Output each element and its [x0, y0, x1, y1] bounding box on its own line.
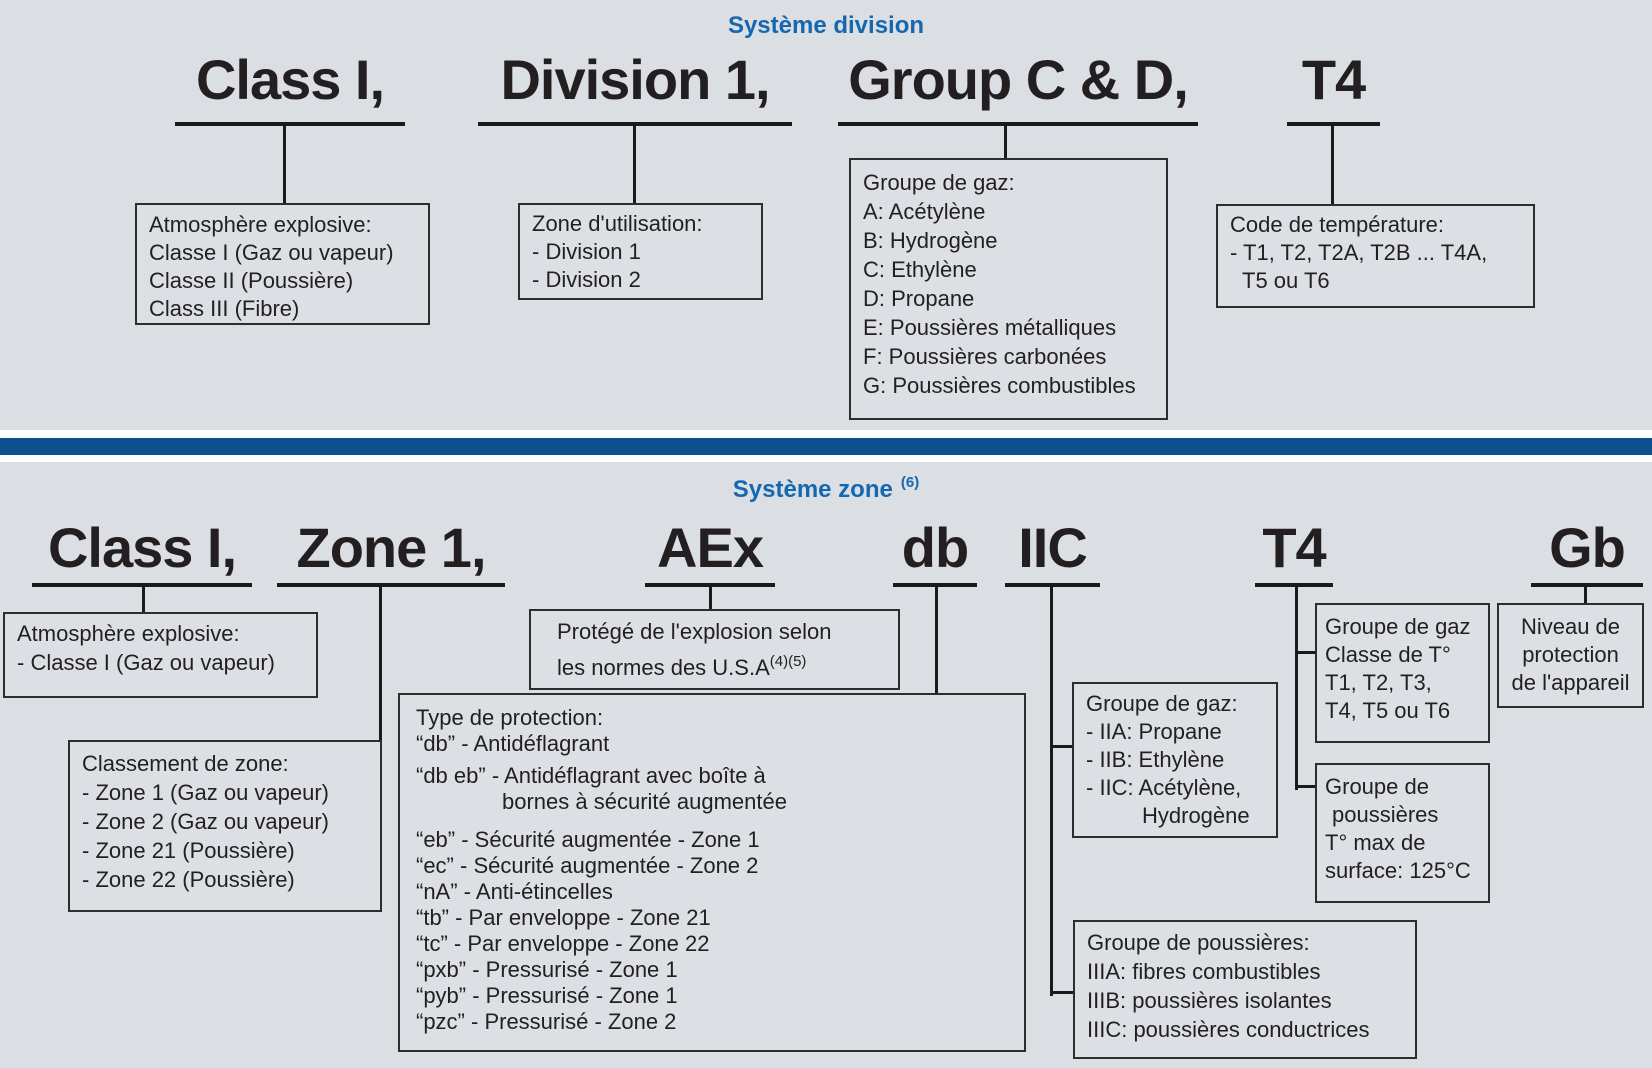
zone-header-gb: Gb: [1549, 516, 1625, 579]
aex-line2-text: les normes des U.S.A: [557, 655, 770, 680]
box-line: F: Poussières carbonées: [863, 344, 1107, 369]
box-line: IIIB: poussières isolantes: [1087, 988, 1332, 1013]
box-line: - T1, T2, T2A, T2B ... T4A,: [1230, 240, 1488, 265]
division-system-title: [0, 12, 1652, 40]
box-line: - IIB: Ethylène: [1086, 747, 1225, 772]
box-line: T° max de: [1325, 830, 1426, 855]
box-line: T1, T2, T3,: [1325, 670, 1432, 695]
box-line: Classe II (Poussière): [149, 268, 354, 293]
zone-title-text: Système zone: [732, 476, 893, 503]
connector-line: [1584, 587, 1587, 603]
connector-line: [379, 587, 382, 740]
box-line: de l'appareil: [1511, 670, 1630, 695]
box-line: “tb” - Par enveloppe - Zone 21: [416, 905, 711, 930]
connector-stub: [1050, 991, 1075, 994]
division-zone-usage-box: [518, 203, 763, 300]
box-line: Classe de T°: [1325, 642, 1451, 667]
zone-system-title: [0, 474, 1652, 504]
box-line: G: Poussières combustibles: [863, 373, 1136, 398]
box-line: protection: [1522, 642, 1619, 667]
zone-atmosphere-box: [3, 612, 318, 698]
box-line: “db” - Antidéflagrant: [416, 731, 610, 756]
box-line: - Zone 21 (Poussière): [82, 838, 295, 863]
box-line: “pxb” - Pressurisé - Zone 1: [416, 957, 678, 982]
zone-header-db: db: [901, 516, 969, 579]
box-line: T4, T5 ou T6: [1325, 698, 1451, 723]
zone-header-class: Class I,: [47, 516, 237, 579]
box-line: “eb” - Sécurité augmentée - Zone 1: [416, 827, 760, 852]
zone-header-zone: Zone 1,: [296, 516, 486, 579]
connector-line: [709, 587, 712, 609]
zone-aex-box: [529, 609, 900, 690]
box-line: surface: 125°C: [1325, 858, 1471, 883]
division-atmosphere-box: [135, 203, 430, 325]
zone-header-iic: IIC: [1018, 516, 1087, 579]
underline: [838, 122, 1198, 126]
box-line: - Zone 1 (Gaz ou vapeur): [82, 780, 330, 805]
zone-header-aex: AEx: [657, 516, 763, 579]
underline: [277, 583, 505, 587]
box-line: Type de protection:: [416, 705, 604, 730]
box-line: Protégé de l'explosion selon: [557, 619, 832, 644]
box-line: Groupe de gaz: [1325, 614, 1471, 639]
box-line: - IIC: Acétylène,: [1086, 775, 1242, 800]
zone-temp-class-box: [1315, 603, 1490, 743]
zone-protection-type-box: [398, 693, 1026, 1052]
box-line: E: Poussières métalliques: [863, 315, 1117, 340]
box-line: - Zone 22 (Poussière): [82, 867, 295, 892]
box-line: bornes à sécurité augmentée: [502, 789, 787, 814]
box-line: C: Ethylène: [863, 257, 977, 282]
aex-footnote-refs: (4)(5): [769, 653, 807, 670]
division-header-class: Class I,: [195, 48, 385, 111]
box-line: “pzc” - Pressurisé - Zone 2: [416, 1009, 677, 1034]
box-line: Atmosphère explosive:: [17, 621, 240, 646]
zone-surface-temp-box: [1315, 763, 1490, 903]
underline: [175, 122, 405, 126]
box-line: Atmosphère explosive:: [149, 212, 372, 237]
connector-stub: [1295, 651, 1317, 654]
box-line: “pyb” - Pressurisé - Zone 1: [416, 983, 678, 1008]
division-title-text: Système division: [727, 12, 925, 39]
box-line: - Division 1: [532, 239, 641, 264]
box-line: T5 ou T6: [1242, 268, 1330, 293]
box-line: “ec” - Sécurité augmentée - Zone 2: [416, 853, 759, 878]
zone-header-t4: T4: [1262, 516, 1326, 579]
connector-line: [1331, 126, 1334, 204]
box-line: - Classe I (Gaz ou vapeur): [17, 650, 275, 675]
box-line: Class III (Fibre): [149, 296, 300, 321]
box-line: Zone d'utilisation:: [532, 211, 703, 236]
division-temp-code-box: [1216, 204, 1535, 308]
box-line: Groupe de poussières:: [1087, 930, 1310, 955]
box-line: A: Acétylène: [863, 199, 986, 224]
box-line: “tc” - Par enveloppe - Zone 22: [416, 931, 710, 956]
box-line: IIIA: fibres combustibles: [1087, 959, 1321, 984]
box-line: Groupe de: [1325, 774, 1429, 799]
box-line: Groupe de gaz:: [1086, 691, 1238, 716]
division-header-group: Group C & D,: [848, 48, 1188, 111]
box-line: Classement de zone:: [82, 751, 289, 776]
box-line: - Zone 2 (Gaz ou vapeur): [82, 809, 330, 834]
section-divider: [0, 430, 1652, 462]
box-line: - Division 2: [532, 267, 641, 292]
connector-line: [1004, 126, 1007, 158]
box-line: B: Hydrogène: [863, 228, 998, 253]
division-header-division: Division 1,: [500, 48, 770, 111]
box-line: IIIC: poussières conductrices: [1087, 1017, 1370, 1042]
box-line: poussières: [1332, 802, 1439, 827]
box-line: “db eb” - Antidéflagrant avec boîte à: [416, 763, 766, 788]
connector-stub: [1295, 785, 1317, 788]
box-line: Niveau de: [1520, 614, 1621, 639]
zone-dust-group-box: [1073, 920, 1417, 1059]
connector-line: [1050, 587, 1053, 996]
box-line: “nA” - Anti-étincelles: [416, 879, 613, 904]
box-line: - IIA: Propane: [1086, 719, 1222, 744]
underline: [1255, 583, 1333, 587]
division-gas-group-box: [849, 158, 1168, 420]
box-line: Classe I (Gaz ou vapeur): [149, 240, 394, 265]
connector-line: [935, 587, 938, 693]
box-line: D: Propane: [863, 286, 975, 311]
box-line: [557, 647, 886, 683]
connector-line: [1295, 587, 1298, 790]
zone-classement-box: [68, 740, 382, 912]
connector-stub: [1050, 745, 1074, 748]
connector-line: [633, 126, 636, 203]
box-line: Groupe de gaz:: [863, 170, 1015, 195]
underline: [1531, 583, 1643, 587]
connector-line: [283, 126, 286, 203]
divider-navy-bar: [0, 438, 1652, 455]
box-line: Hydrogène: [1142, 803, 1250, 828]
box-line: Code de température:: [1230, 212, 1445, 237]
connector-line: [142, 587, 145, 612]
zone-title-footnote: (6): [900, 474, 920, 491]
division-header-temp: T4: [1301, 48, 1366, 111]
zone-gas-group-box: [1072, 682, 1278, 838]
zone-epl-box: [1497, 603, 1644, 708]
